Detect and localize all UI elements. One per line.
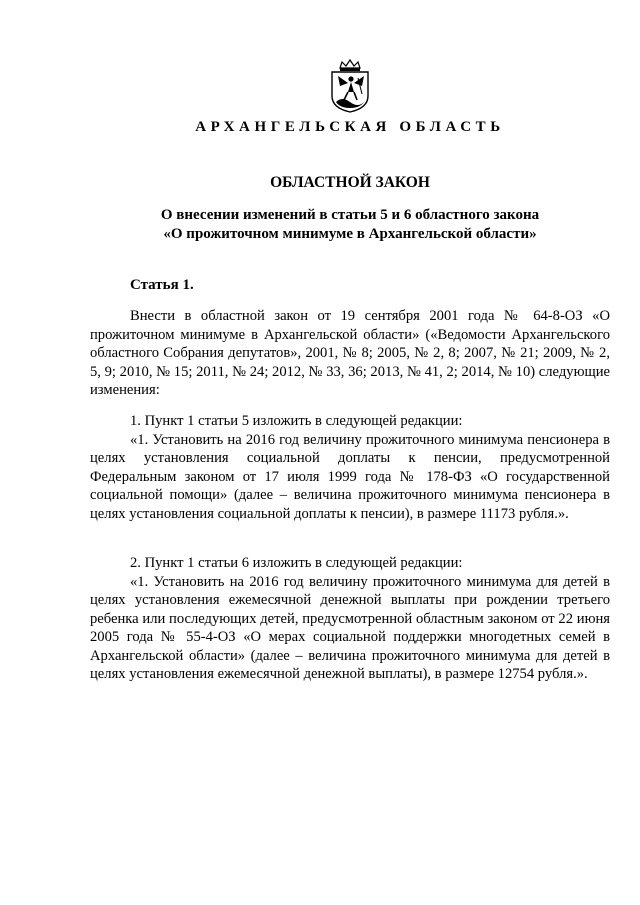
amendment-item-2-text: «1. Установить на 2016 год величину прожиточного минимума для детей в целях установления ежемесячной денежной выплаты при рождении третьего ребенка или последующих детей, предусмотренной областным законом от 22 июня 2005 года № 55-4-ОЗ «О мерах социальной поддержки многодетных семей в Архангельской области» (далее – величина прожиточного минимума для детей в целях установления ежемесячной денежной выплаты), в размере 12754 рубля.». [90, 573, 610, 682]
article-intro [90, 307, 610, 400]
law-title-line-1: О внесении изменений в статьи 5 и 6 областного закона [160, 207, 540, 223]
amendment-item-2-title: 2. Пункт 1 статьи 6 изложить в следующей редакции: [130, 555, 463, 571]
amendment-item-1-title: 1. Пункт 1 статьи 5 изложить в следующей редакции: [130, 413, 463, 429]
article-heading: Статья 1. [130, 277, 194, 293]
article-intro-paragraph: Внести в областной закон от 19 сентября 2001 года № 64-8-ОЗ «О прожиточном минимуме в Архангельской области» («Ведомости Архангельского областного Собрания депутатов», 2001, № 8; 2005, № 2, 8; 2007, № 21; 2009, № 2, 5, 9; 2010, № 15; 2011, № 24; 2012, № 33, 36; 2013, № 41, 2; 2014, № 10) следующие изменения: [90, 308, 610, 398]
amendment-item-1 [90, 412, 610, 523]
amendment-item-2 [90, 554, 610, 684]
coat-of-arms-icon [324, 58, 376, 114]
region-name: АРХАНГЕЛЬСКАЯ ОБЛАСТЬ [195, 119, 505, 135]
law-title [80, 206, 620, 244]
amendment-item-1-text: «1. Установить на 2016 год величину прожиточного минимума пенсионера в целях установления социальной доплаты к пенсии, предусмотренной Федеральным законом от 17 июля 1999 года № 178-ФЗ «О государственной социальной помощи» (далее – величина прожиточного минимума пенсионера в целях установления социальной доплаты к пенсии), в размере 11173 рубля.». [90, 431, 610, 522]
law-type-heading: ОБЛАСТНОЙ ЗАКОН [270, 174, 430, 191]
law-title-line-2: «О прожиточном минимуме в Архангельской области» [163, 226, 537, 242]
